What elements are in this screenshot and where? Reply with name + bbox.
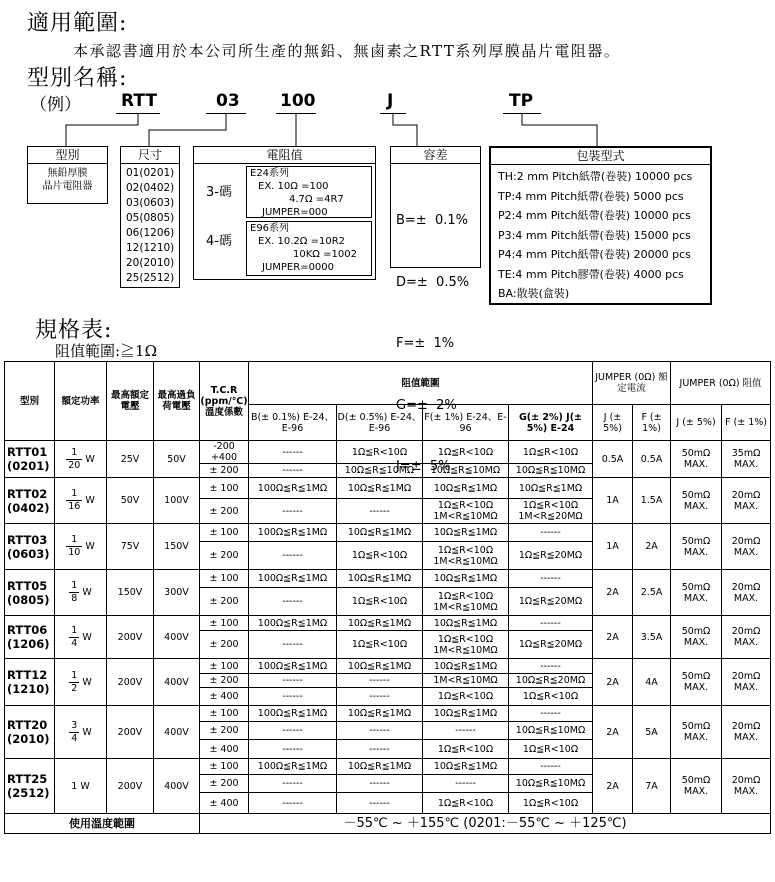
packing-item: BA:散裝(盒裝) — [498, 287, 570, 300]
range-b-cell: ------ — [249, 674, 337, 688]
type-cell — [5, 706, 55, 759]
rated-power-cell — [55, 478, 107, 524]
e96-line: JUMPER=0000 — [262, 262, 335, 273]
range-g-cell: 1Ω≦R<10Ω — [509, 688, 593, 706]
code-series: RTT — [121, 91, 157, 111]
tolerance-box-title: 容差 — [391, 147, 480, 164]
range-b-cell: ------ — [249, 441, 337, 464]
type-cell — [5, 524, 55, 570]
code4-label: 4-碼 — [206, 234, 232, 249]
tcr-cell: ± 100 — [200, 570, 249, 588]
range-b-cell: 100Ω≦R≦1MΩ — [249, 759, 337, 775]
jumper-resistance-f-cell: 20mΩ MAX. — [722, 570, 771, 616]
jumper-current-j-cell: 2A — [593, 706, 633, 759]
range-f-cell: ------ — [423, 722, 509, 740]
range-b-cell: ------ — [249, 464, 337, 478]
range-f-cell: 1Ω≦R<10Ω 1M<R≦10MΩ — [423, 588, 509, 616]
jumper-resistance-f-cell: 20mΩ MAX. — [722, 759, 771, 814]
jumper-resistance-f-cell: 20mΩ MAX. — [722, 706, 771, 759]
range-f-cell: 10Ω≦R≦1MΩ — [423, 706, 509, 722]
type-box-title: 型別 — [28, 147, 107, 164]
rated-power-cell — [55, 706, 107, 759]
scope-title: 適用範圍: — [27, 11, 128, 36]
code-resistance: 100 — [280, 91, 316, 111]
range-f-cell: ------ — [423, 775, 509, 793]
header-jumper-resistance: JUMPER (0Ω) 阻值 — [671, 362, 771, 405]
range-f-cell: 10Ω≦R≦1MΩ — [423, 570, 509, 588]
rated-power-cell — [55, 441, 107, 478]
jumper-current-f-cell: 2.5A — [633, 570, 671, 616]
rated-power-numerator: 1 — [66, 488, 82, 501]
header-type: 型別 — [5, 362, 55, 441]
type-name: RTT01 — [7, 445, 48, 459]
header-range: 阻值範圍 — [249, 362, 593, 405]
jumper-resistance-j-cell: 50mΩ MAX. — [671, 478, 722, 524]
e96-line: 10KΩ =1002 — [293, 249, 357, 260]
range-f-cell: 1Ω≦R<10Ω — [423, 441, 509, 464]
rated-power: 1 W — [71, 780, 90, 792]
range-f-cell: 1M<R≦10MΩ — [423, 674, 509, 688]
tcr-cell: ± 200 — [200, 464, 249, 478]
spec-table — [4, 361, 771, 834]
range-d-cell: ------ — [337, 775, 423, 793]
range-f-cell: 10Ω≦R≦1MΩ — [423, 478, 509, 499]
max-overload-cell: 50V — [154, 441, 200, 478]
tcr-cell: ± 100 — [200, 759, 249, 775]
range-b-cell: 100Ω≦R≦1MΩ — [249, 706, 337, 722]
range-g-cell: 10Ω≦R≦1MΩ — [509, 478, 593, 499]
range-f-cell: 1Ω≦R<10Ω 1M<R≦10MΩ — [423, 631, 509, 659]
range-g-cell: 10Ω≦R≦10MΩ — [509, 722, 593, 740]
size-item: 25(2512) — [126, 272, 175, 284]
type-name: RTT06 — [7, 623, 48, 637]
range-b-cell: 100Ω≦R≦1MΩ — [249, 659, 337, 674]
range-d-cell: 10Ω≦R≦1MΩ — [337, 616, 423, 631]
range-d-cell: 1Ω≦R<10Ω — [337, 588, 423, 616]
header-d: D(± 0.5%) E-24、E-96 — [337, 405, 423, 441]
type-cell — [5, 441, 55, 478]
code-packing: TP — [509, 91, 534, 111]
range-b-cell: 100Ω≦R≦1MΩ — [249, 524, 337, 542]
e24-line: EX. 10Ω =100 — [258, 181, 329, 192]
rated-power-denominator: 4 — [71, 637, 78, 649]
rated-power-cell — [55, 570, 107, 616]
jumper-resistance-j-cell: 50mΩ MAX. — [671, 570, 722, 616]
header-max-voltage: 最高額定電壓 — [107, 362, 154, 441]
jumper-current-j-cell: 2A — [593, 659, 633, 706]
rated-power-cell — [55, 616, 107, 659]
tcr-cell: ± 200 — [200, 722, 249, 740]
rated-power-numerator: 1 — [66, 534, 82, 547]
range-g-cell: ------ — [509, 759, 593, 775]
rated-power-fraction — [69, 720, 79, 745]
type-name: RTT12 — [7, 668, 48, 682]
rated-power-fraction — [69, 625, 79, 650]
range-d-cell: 1Ω≦R<10Ω — [337, 542, 423, 570]
rated-power-cell — [55, 659, 107, 706]
range-b-cell: ------ — [249, 631, 337, 659]
code-size: 03 — [216, 91, 240, 111]
type-cell — [5, 616, 55, 659]
range-d-cell: 10Ω≦R≦1MΩ — [337, 659, 423, 674]
watt-unit: W — [79, 587, 92, 598]
table-row — [5, 616, 771, 631]
range-f-cell: 10Ω≦R≦1MΩ — [423, 616, 509, 631]
type-code: (2010) — [7, 732, 50, 746]
tcr-cell: ± 200 — [200, 674, 249, 688]
range-f-cell: 1Ω≦R<10Ω — [423, 688, 509, 706]
range-d-cell: 10Ω≦R≦1MΩ — [337, 570, 423, 588]
range-d-cell: ------ — [337, 688, 423, 706]
range-b-cell: ------ — [249, 740, 337, 759]
jumper-current-f-cell: 0.5A — [633, 441, 671, 478]
tcr-cell: ± 400 — [200, 740, 249, 759]
max-overload-cell: 400V — [154, 759, 200, 814]
type-code: (0201) — [7, 459, 50, 473]
e24-line: 4.7Ω =4R7 — [289, 194, 344, 205]
range-b-cell: ------ — [249, 588, 337, 616]
range-g-cell: ------ — [509, 570, 593, 588]
jumper-current-j-cell: 2A — [593, 759, 633, 814]
jumper-current-j-cell: 0.5A — [593, 441, 633, 478]
header-jr-f: F (± 1%) — [722, 405, 771, 441]
size-item: 12(1210) — [126, 242, 175, 254]
range-b-cell: ------ — [249, 499, 337, 524]
packing-item: TE:4 mm Pitch膠帶(卷裝) 4000 pcs — [498, 267, 684, 281]
packing-item: P2:4 mm Pitch紙帶(卷裝) 10000 pcs — [498, 209, 691, 222]
tcr-cell: ± 100 — [200, 616, 249, 631]
size-item: 06(1206) — [126, 227, 175, 239]
rated-power-cell — [55, 759, 107, 814]
max-overload-cell: 300V — [154, 570, 200, 616]
range-g-cell: ------ — [509, 659, 593, 674]
range-f-cell: 1Ω≦R<10Ω 1M<R≦10MΩ — [423, 499, 509, 524]
type-code: (0805) — [7, 592, 50, 607]
code-tolerance: J — [387, 91, 394, 111]
jumper-current-f-cell: 1.5A — [633, 478, 671, 524]
type-code: (2512) — [7, 786, 50, 800]
range-d-cell: ------ — [337, 740, 423, 759]
rated-power-denominator: 16 — [68, 501, 81, 512]
e24-line: E24系列 — [250, 168, 290, 179]
e24-line: JUMPER=000 — [262, 207, 328, 218]
header-g: G(± 2%) J(± 5%) E-24 — [509, 405, 593, 441]
max-voltage-cell: 200V — [107, 759, 154, 814]
watt-unit: W — [79, 726, 92, 738]
code3-label: 3-碼 — [206, 185, 232, 200]
rated-power-numerator: 3 — [71, 719, 78, 731]
size-item: 20(2010) — [126, 257, 175, 269]
watt-unit: W — [79, 631, 92, 643]
header-b: B(± 0.1%) E-24、E-96 — [249, 405, 337, 441]
range-d-cell: 10Ω≦R≦10MΩ — [337, 464, 423, 478]
tcr-cell: ± 200 — [200, 631, 249, 659]
tolerance-item: B=± 0.1% — [396, 213, 468, 228]
e96-box — [246, 221, 372, 276]
range-f-cell: 10Ω≦R≦10MΩ — [423, 464, 509, 478]
watt-unit: W — [82, 541, 95, 552]
type-name: RTT05 — [7, 578, 48, 593]
header-jumper-current: JUMPER (0Ω) 額定電流 — [593, 362, 671, 405]
type-name: RTT20 — [7, 718, 48, 732]
size-item: 05(0805) — [126, 212, 175, 224]
rated-power-fraction — [69, 580, 79, 605]
e24-box — [246, 166, 372, 218]
connector-lines — [0, 0, 775, 160]
resistance-box — [193, 146, 376, 280]
example-label: （例） — [30, 95, 81, 115]
watt-unit: W — [79, 676, 92, 688]
range-d-cell: ------ — [337, 722, 423, 740]
table-row — [5, 706, 771, 722]
jumper-resistance-f-cell: 20mΩ MAX. — [722, 659, 771, 706]
range-g-cell: 1Ω≦R≦20MΩ — [509, 631, 593, 659]
range-g-cell: 1Ω≦R<10Ω 1M<R≦20MΩ — [509, 499, 593, 524]
jumper-resistance-j-cell: 50mΩ MAX. — [671, 524, 722, 570]
size-box-title: 尺寸 — [121, 147, 179, 164]
rated-power-numerator: 1 — [71, 669, 78, 681]
range-d-cell: ------ — [337, 499, 423, 524]
type-name: RTT02 — [7, 486, 48, 501]
jumper-current-f-cell: 3.5A — [633, 616, 671, 659]
jumper-current-j-cell: 2A — [593, 570, 633, 616]
header-tcr: T.C.R (ppm/℃) 溫度係數 — [200, 362, 249, 441]
tcr-cell: ± 100 — [200, 524, 249, 542]
tcr-cell: ± 200 — [200, 588, 249, 616]
rated-power-denominator: 8 — [71, 593, 78, 604]
range-d-cell: ------ — [337, 793, 423, 814]
range-g-cell: 1Ω≦R≦20MΩ — [509, 542, 593, 570]
tcr-cell: ± 100 — [200, 659, 249, 674]
table-row — [5, 524, 771, 542]
range-g-cell: 1Ω≦R<10Ω — [509, 793, 593, 814]
max-voltage-cell: 50V — [107, 478, 154, 524]
naming-title: 型別名稱: — [27, 66, 128, 91]
jumper-resistance-j-cell: 50mΩ MAX. — [671, 706, 722, 759]
packing-item: TP:4 mm Pitch紙帶(卷裝) 5000 pcs — [498, 189, 684, 203]
rated-power-numerator: 1 — [66, 447, 82, 460]
packing-item: P3:4 mm Pitch紙帶(卷裝) 15000 pcs — [498, 228, 691, 242]
footer-label: 使用溫度範圍 — [5, 814, 200, 834]
type-code: (1210) — [7, 682, 50, 696]
header-f: F(± 1%) E-24、E-96 — [423, 405, 509, 441]
rated-power-numerator: 1 — [71, 624, 78, 636]
tcr-cell: ± 200 — [200, 499, 249, 524]
type-code: (0603) — [7, 546, 50, 561]
jumper-resistance-f-cell: 20mΩ MAX. — [722, 524, 771, 570]
jumper-resistance-f-cell: 20mΩ MAX. — [722, 478, 771, 524]
range-g-cell: 1Ω≦R≦20MΩ — [509, 588, 593, 616]
watt-unit: W — [82, 453, 95, 465]
range-d-cell: 10Ω≦R≦1MΩ — [337, 759, 423, 775]
range-g-cell: 1Ω≦R<10Ω — [509, 441, 593, 464]
jumper-current-j-cell: 1A — [593, 524, 633, 570]
range-g-cell: 10Ω≦R≦10MΩ — [509, 775, 593, 793]
jumper-resistance-j-cell: 50mΩ MAX. — [671, 659, 722, 706]
jumper-current-f-cell: 5A — [633, 706, 671, 759]
range-f-cell: 1Ω≦R<10Ω — [423, 740, 509, 759]
jumper-resistance-j-cell: 50mΩ MAX. — [671, 441, 722, 478]
max-overload-cell: 400V — [154, 706, 200, 759]
header-jc-f: F (± 1%) — [633, 405, 671, 441]
max-overload-cell: 400V — [154, 616, 200, 659]
table-row — [5, 570, 771, 588]
packing-item: TH:2 mm Pitch紙帶(卷裝) 10000 pcs — [498, 170, 693, 183]
packing-box-title: 包裝型式 — [491, 148, 710, 165]
type-code: (0402) — [7, 500, 50, 515]
range-g-cell: 1Ω≦R<10Ω — [509, 740, 593, 759]
range-g-cell: 10Ω≦R≦20MΩ — [509, 674, 593, 688]
rated-power-denominator: 20 — [68, 459, 81, 471]
spec-title: 規格表: — [35, 318, 113, 343]
type-name: RTT03 — [7, 532, 48, 547]
range-f-cell: 10Ω≦R≦1MΩ — [423, 524, 509, 542]
jumper-current-j-cell: 2A — [593, 616, 633, 659]
range-f-cell: 1Ω≦R<10Ω 1M<R≦10MΩ — [423, 542, 509, 570]
type-cell — [5, 659, 55, 706]
tolerance-item: G=± 2% — [396, 397, 457, 413]
range-b-cell: 100Ω≦R≦1MΩ — [249, 478, 337, 499]
type-name: RTT25 — [7, 772, 48, 786]
size-item: 03(0603) — [126, 197, 175, 209]
range-f-cell: 1Ω≦R<10Ω — [423, 793, 509, 814]
tcr-cell: ± 200 — [200, 542, 249, 570]
max-voltage-cell: 200V — [107, 616, 154, 659]
rated-power-fraction — [69, 670, 79, 695]
range-b-cell: 100Ω≦R≦1MΩ — [249, 616, 337, 631]
e96-line: EX. 10.2Ω =10R2 — [258, 236, 346, 247]
type-cell — [5, 478, 55, 524]
range-f-cell: 10Ω≦R≦1MΩ — [423, 759, 509, 775]
size-box — [120, 146, 180, 288]
scope-text: 本承認書適用於本公司所生產的無鉛、無鹵素之RTT系列厚膜晶片電阻器。 — [73, 42, 621, 60]
range-b-cell: ------ — [249, 775, 337, 793]
watt-unit: W — [82, 495, 95, 506]
range-note: 阻值範圍:≧1Ω — [55, 342, 158, 360]
rated-power-fraction — [66, 534, 82, 559]
range-b-cell: ------ — [249, 688, 337, 706]
range-d-cell: 1Ω≦R<10Ω — [337, 631, 423, 659]
range-d-cell: 10Ω≦R≦1MΩ — [337, 478, 423, 499]
type-box-line-2: 晶片電阻器 — [42, 181, 93, 192]
range-d-cell: 1Ω≦R<10Ω — [337, 441, 423, 464]
header-rated-power: 額定功率 — [55, 362, 107, 441]
table-row — [5, 441, 771, 464]
range-g-cell: ------ — [509, 616, 593, 631]
jumper-resistance-j-cell: 50mΩ MAX. — [671, 616, 722, 659]
range-b-cell: ------ — [249, 542, 337, 570]
jumper-resistance-f-cell: 35mΩ MAX. — [722, 441, 771, 478]
range-b-cell: 100Ω≦R≦1MΩ — [249, 570, 337, 588]
packing-item: P4:4 mm Pitch紙帶(卷裝) 20000 pcs — [498, 248, 691, 261]
max-voltage-cell: 25V — [107, 441, 154, 478]
resistance-box-title: 電阻值 — [194, 147, 375, 164]
header-jr-j: J (± 5%) — [671, 405, 722, 441]
type-box-line-1: 無鉛厚膜 — [47, 168, 88, 179]
tcr-cell: ± 400 — [200, 688, 249, 706]
max-voltage-cell: 200V — [107, 659, 154, 706]
max-overload-cell: 400V — [154, 659, 200, 706]
max-voltage-cell: 150V — [107, 570, 154, 616]
header-jc-j: J (± 5%) — [593, 405, 633, 441]
tolerance-item: D=± 0.5% — [396, 274, 470, 290]
e96-line: E96系列 — [250, 223, 290, 234]
jumper-current-f-cell: 2A — [633, 524, 671, 570]
range-b-cell: ------ — [249, 722, 337, 740]
max-overload-cell: 100V — [154, 478, 200, 524]
max-voltage-cell: 75V — [107, 524, 154, 570]
max-overload-cell: 150V — [154, 524, 200, 570]
jumper-resistance-f-cell: 20mΩ MAX. — [722, 616, 771, 659]
rated-power-cell — [55, 524, 107, 570]
table-row — [5, 659, 771, 674]
tolerance-item: J=± 5% — [396, 459, 451, 474]
tcr-cell: ± 200 — [200, 775, 249, 793]
range-f-cell: 10Ω≦R≦1MΩ — [423, 659, 509, 674]
type-cell — [5, 570, 55, 616]
tolerance-item: F=± 1% — [396, 336, 455, 351]
jumper-current-f-cell: 7A — [633, 759, 671, 814]
tcr-cell: ± 400 — [200, 793, 249, 814]
table-row — [5, 478, 771, 499]
size-item: 01(0201) — [126, 167, 175, 179]
rated-power-fraction — [66, 447, 82, 472]
jumper-current-j-cell: 1A — [593, 478, 633, 524]
footer-row — [5, 814, 771, 834]
rated-power-fraction — [66, 488, 82, 513]
tcr-cell: -200 +400 — [200, 441, 249, 464]
type-code: (1206) — [7, 637, 50, 651]
range-d-cell: 10Ω≦R≦1MΩ — [337, 706, 423, 722]
max-voltage-cell: 200V — [107, 706, 154, 759]
header-max-overload: 最高過負荷電壓 — [154, 362, 200, 441]
table-row — [5, 759, 771, 775]
jumper-current-f-cell: 4A — [633, 659, 671, 706]
rated-power-numerator: 1 — [71, 580, 78, 591]
packing-box — [489, 146, 712, 305]
rated-power-denominator: 2 — [71, 682, 78, 694]
range-b-cell: ------ — [249, 793, 337, 814]
jumper-resistance-j-cell: 50mΩ MAX. — [671, 759, 722, 814]
tcr-cell: ± 100 — [200, 706, 249, 722]
footer-value: －55℃ ~ ＋155℃ (0201:－55℃ ~ ＋125℃) — [200, 814, 771, 834]
type-cell — [5, 759, 55, 814]
type-box — [27, 146, 108, 204]
rated-power-denominator: 10 — [68, 547, 81, 558]
range-g-cell: ------ — [509, 706, 593, 722]
range-d-cell: 10Ω≦R≦1MΩ — [337, 524, 423, 542]
range-g-cell: 10Ω≦R≦10MΩ — [509, 464, 593, 478]
rated-power-denominator: 4 — [71, 732, 78, 744]
range-g-cell: ------ — [509, 524, 593, 542]
tcr-cell: ± 100 — [200, 478, 249, 499]
range-d-cell: ------ — [337, 674, 423, 688]
size-item: 02(0402) — [126, 182, 175, 194]
